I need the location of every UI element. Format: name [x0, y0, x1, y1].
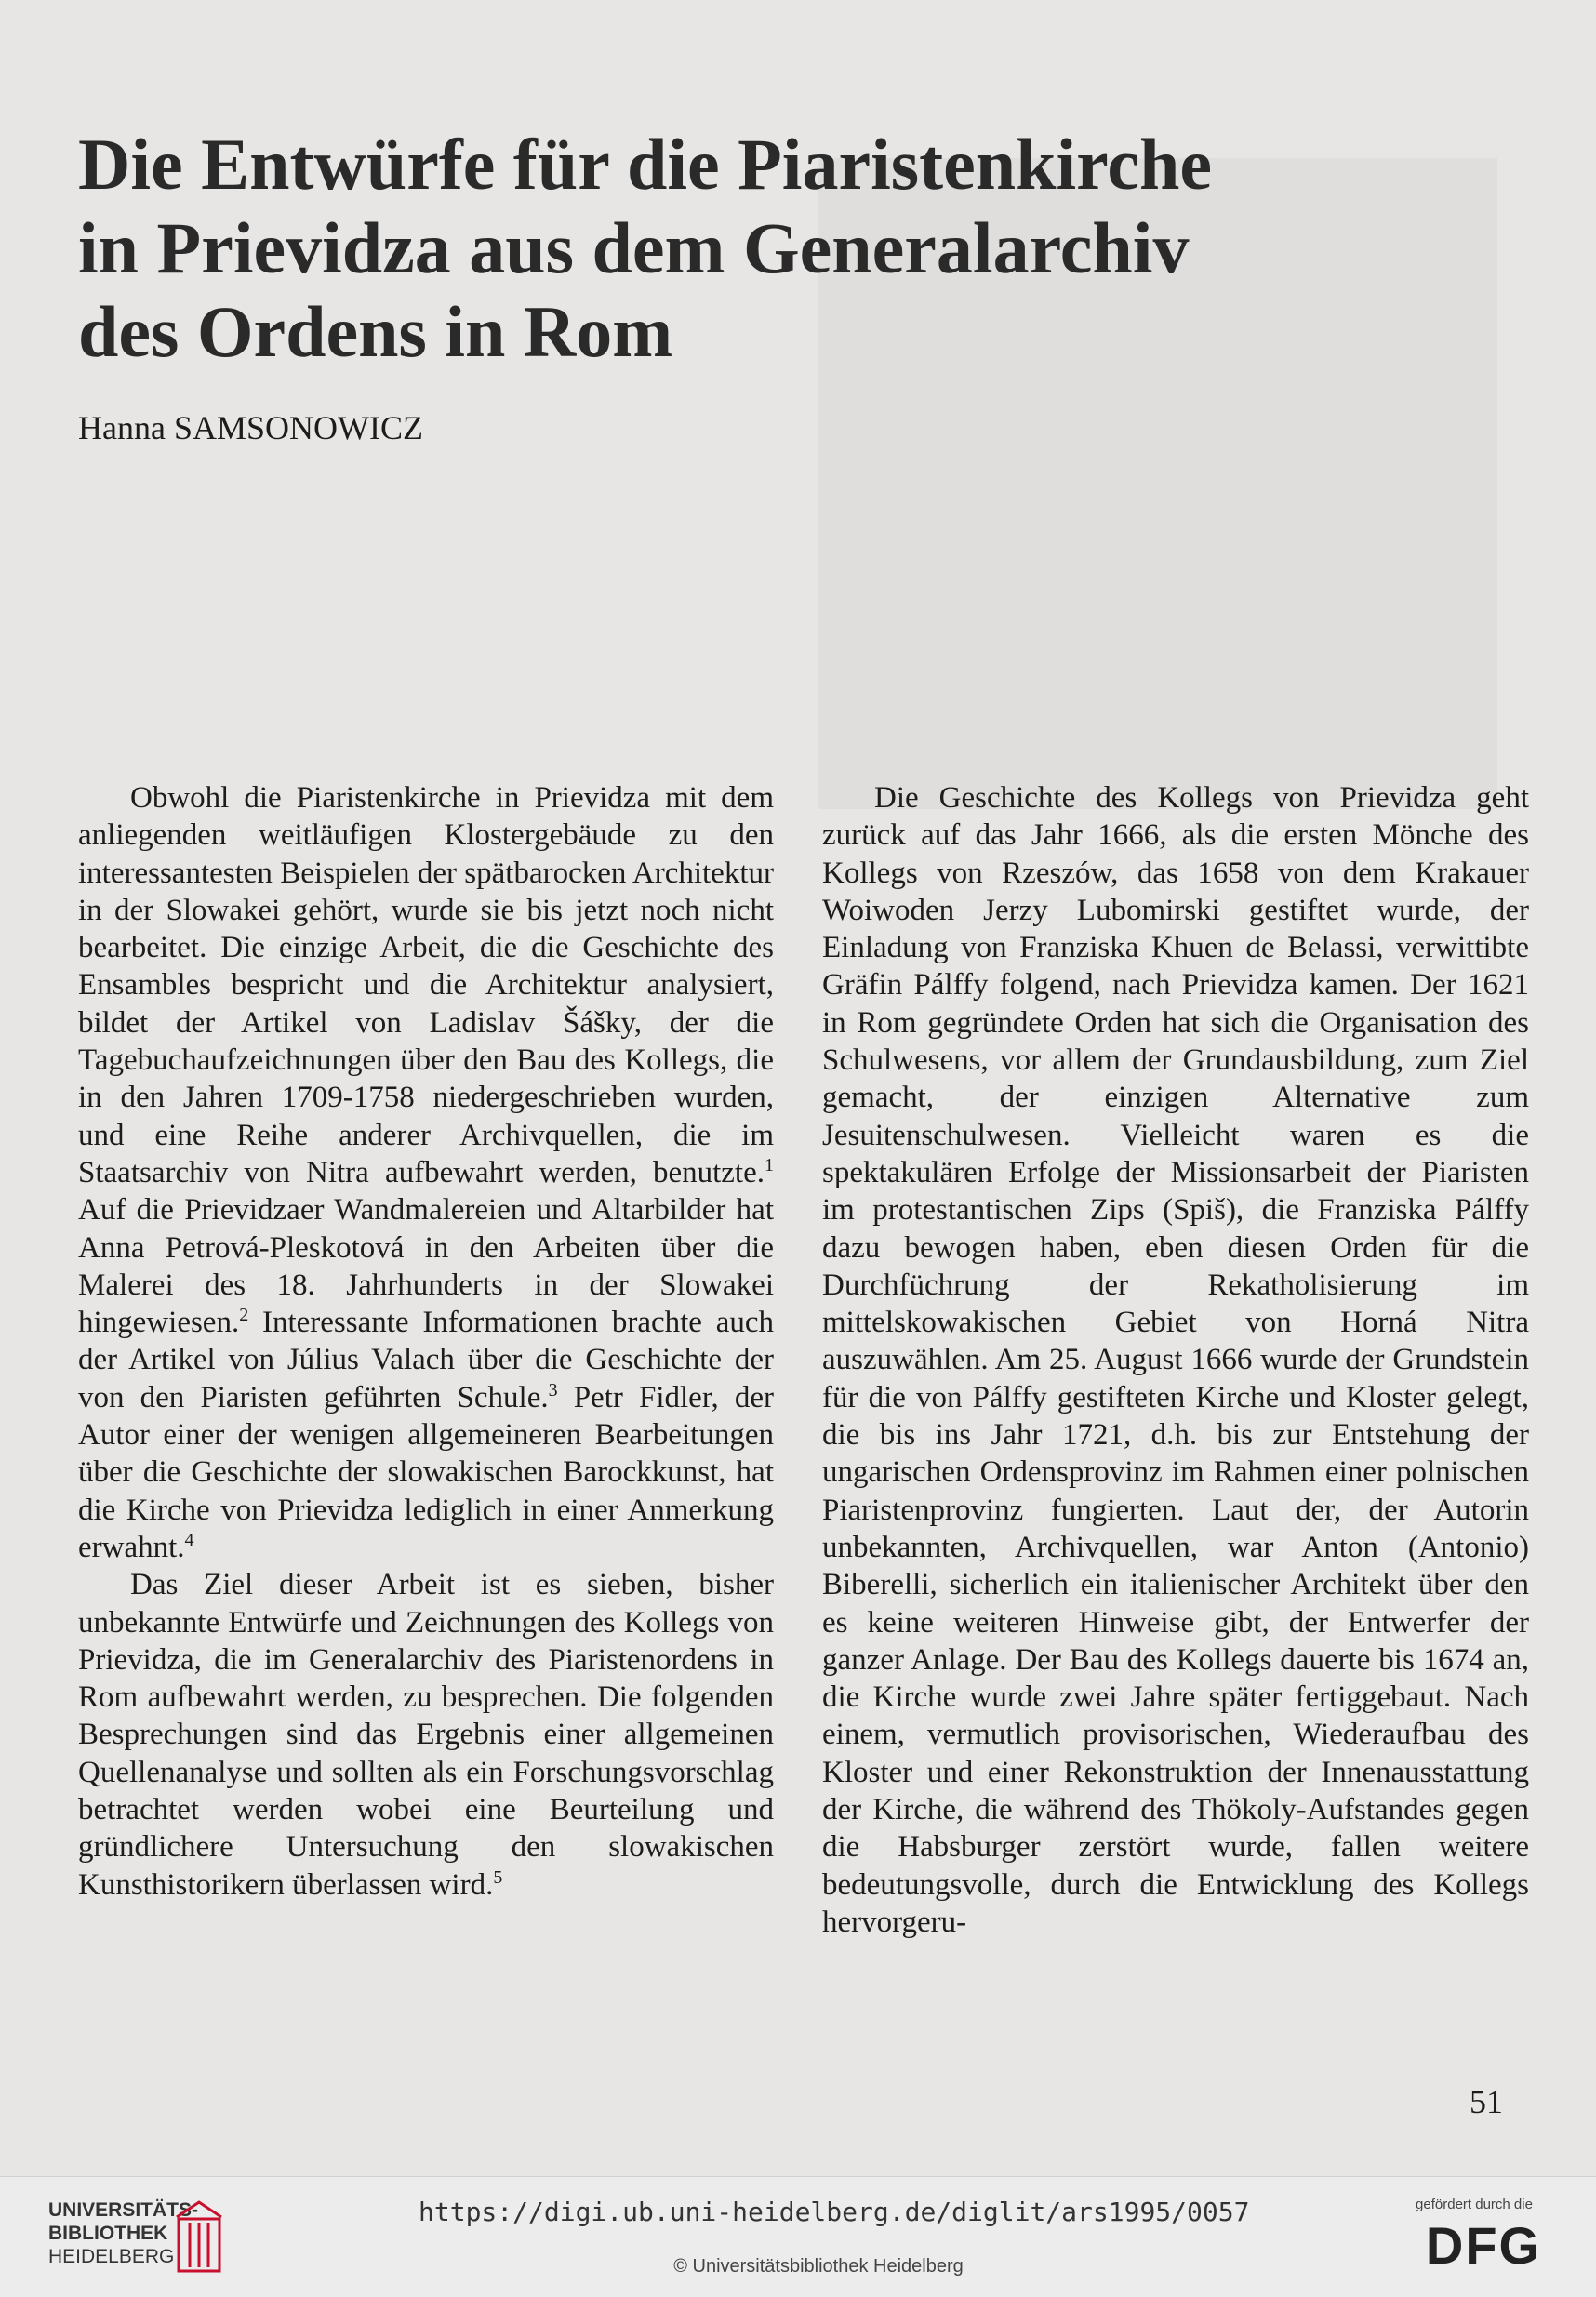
ub-heidelberg-logo-icon[interactable] [48, 2193, 234, 2278]
paragraph-text: Auf die Prievidzaer Wandmalereien und Altarbilder hat Anna Petrová-Pleskotová in den Arbeiten über die Malerei des 18. Jahrhunderts in der Slowakei hingewiesen. [78, 1193, 774, 1340]
footnote-ref[interactable]: 2 [239, 1305, 249, 1326]
footnote-ref[interactable]: 1 [765, 1154, 774, 1175]
library-logo-line: BIBLIOTHEK [48, 2223, 168, 2244]
library-logo-line: HEIDELBERG [48, 2246, 175, 2267]
copyright-notice: © Universitätsbibliothek Heidelberg [673, 2256, 964, 2277]
paragraph [822, 779, 1529, 1941]
library-logo-line: UNIVERSITÄTS- [48, 2199, 199, 2221]
right-column [822, 779, 1529, 1941]
footnote-ref[interactable]: 5 [493, 1866, 503, 1888]
title-line: in Prievidza aus dem Generalarchiv [78, 207, 1190, 288]
left-column [78, 779, 774, 1904]
paragraph-text: Interessante Informationen brachte auch der Artikel von Július Valach über die Geschichte der von den Piaristen geführten Schule. [78, 1306, 774, 1414]
paragraph-text: Petr Fidler, der Autor einer der wenigen allgemeineren Bearbeitungen über die Geschichte der slowakischen Barockkunst, hat die Kirche von Prievidza lediglich in einer Anmerkung erwahnt. [78, 1380, 774, 1564]
title-line: Die Entwürfe für die Piaristenkirche [78, 124, 1212, 205]
footnote-ref[interactable]: 3 [548, 1379, 558, 1401]
paragraph-text: Das Ziel dieser Arbeit ist es sieben, bisher unbekannte Entwürfe und Zeichnungen des Kollegs von Prievidza, die im Generalarchiv des Piaristenordens in Rom aufbewahrt werden, zu besprechen. Die folgenden Besprechungen sind das Ergebnis einer allgemeinen Quellenanalyse und sollten als ein Forschungsvorschlag betrachtet werden wobei eine Beurteilung und gründlichere Untersuchung den slowakischen Kunsthistorikern überlassen wird. [78, 1568, 774, 1902]
funded-by-label: gefördert durch die [1416, 2197, 1533, 2212]
paragraph-text: Die Geschichte des Kollegs von Prievidza geht zurück auf das Jahr 1666, als die ersten Mönche des Kollegs von Rzeszów, das 1658 von dem Krakauer Woiwoden Jerzy Lubomirski gestiftet wurde, der Einladung von Franziska Khuen de Belassi, verwittibte Gräfin Pálffy folgend, nach Prievidza kamen. Der 1621 in Rom gegründete Orden hat sich die Organisation des Schulwesens, vor allem der Grundausbildung, zum Ziel gemacht, der einzigen Alternative zum Jesuitenschulwesen. Vielleicht waren es die spektakulären Erfolge der Missionsarbeit der Piaristen im protestantischen Zips (Spiš), die Franziska Pálffy dazu bewogen haben, eben diesen Orden für die Durchfüchrung der Rekatholisierung im mittelskowakischen Gebiet von Horná Nitra auszuwählen. Am 25. August 1666 wurde der Grundstein für die von Pálffy gestifteten Kirche und Kloster gelegt, die bis ins Jahr 1721, d.h. bis zur Entstehung der ungarischen Ordensprovinz im Rahmen einer polnischen Piaristenprovinz fungierten. Laut der, der Autorin unbekannten, Archivquellen, war Anton (Antonio) Biberelli, sicherlich ein italienischer Architekt über den es keine weiteren Hinweise gibt, der Entwerfer der ganzer Anlage. Der Bau des Kollegs dauerte bis 1674 an, die Kirche wurde zwei Jahre später fertiggebaut. Nach einem, vermutlich provisorischen, Wiederaufbau des Kloster und einer Rekonstruktion der Innenausstattung der Kirche, die während des Thökoly-Aufstandes gegen die Habsburger zerstört wurde, fallen weitere bedeutungsvolle, durch die Entwicklung des Kollegs hervorgeru- [822, 781, 1529, 1939]
paragraph-text: Obwohl die Piaristenkirche in Prievidza mit dem anliegenden weitläufigen Klostergebäude zu den interessantesten Beispielen der spätbarocken Architektur in der Slowakei gehört, wurde sie bis jetzt noch nicht bearbeitet. Die einzige Arbeit, die die Geschichte des Ensambles bespricht und die Architektur analysiert, bildet der Artikel von Ladislav Šášky, der die Tagebuchaufzeichnungen über den Bau des Kollegs, die in den Jahren 1709-1758 niedergeschrieben wurden, und eine Reihe anderer Archivquellen, die im Staatsarchiv von Nitra aufbewahrt werden, benutzte. [78, 781, 774, 1189]
paragraph [78, 779, 774, 1566]
title-line: des Ordens in Rom [78, 291, 673, 372]
article-title [78, 123, 1287, 374]
footnote-ref[interactable]: 4 [184, 1529, 194, 1550]
author-name: Hanna SAMSONOWICZ [78, 409, 423, 446]
permalink-url[interactable]: https://digi.ub.uni-heidelberg.de/diglit/ars1995/0057 [419, 2197, 1250, 2227]
dfg-logo[interactable]: DFG [1425, 2216, 1542, 2275]
footer-bar [0, 2176, 1596, 2297]
page-number: 51 [1470, 2083, 1503, 2120]
paragraph [78, 1566, 774, 1904]
